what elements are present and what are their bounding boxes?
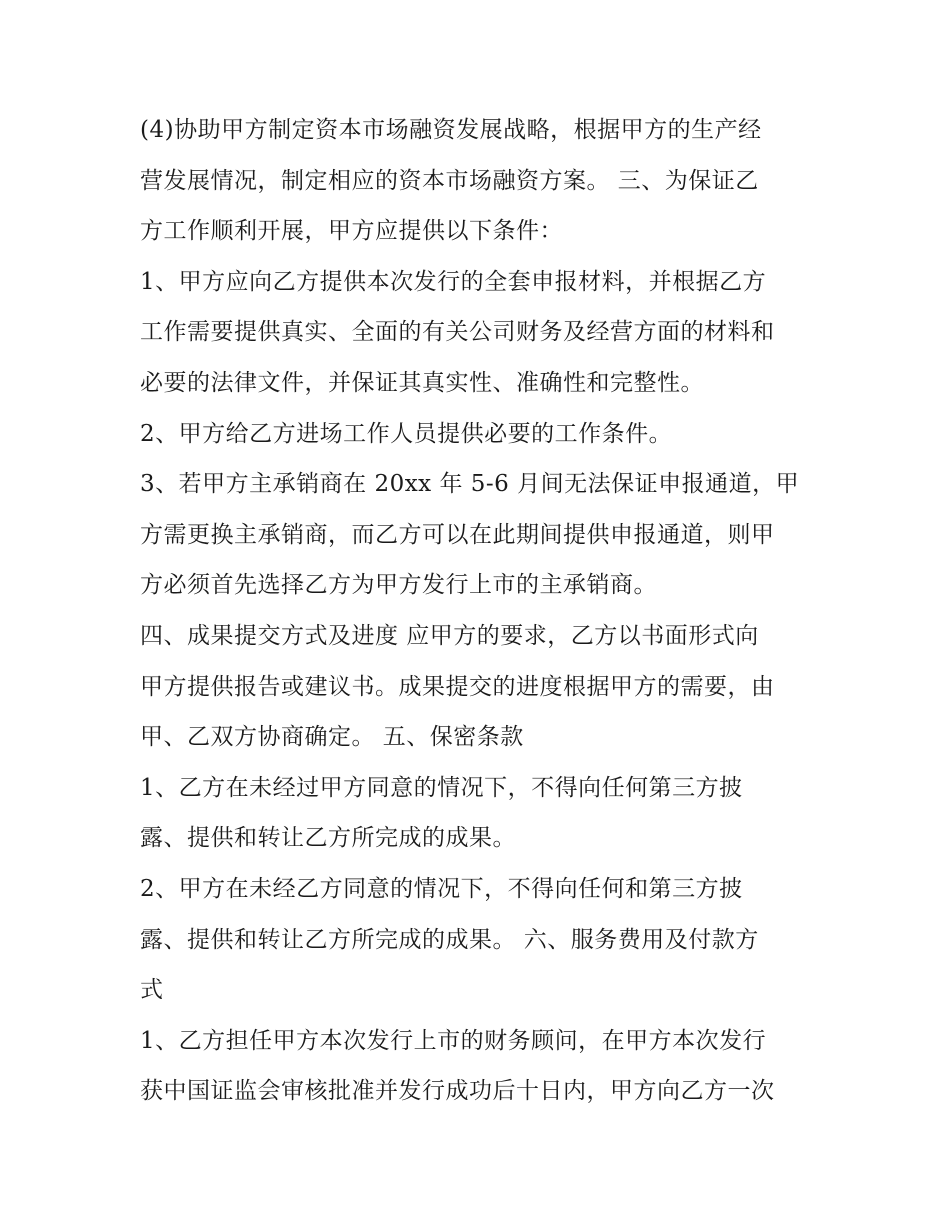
text-line: 方工作顺利开展，甲方应提供以下条件： — [140, 218, 563, 245]
text-line: 工作需要提供真实、全面的有关公司财务及经营方面的材料和 — [140, 319, 775, 346]
text-line: 甲、乙双方协商确定。 五、保密条款 — [140, 724, 524, 751]
text-line: (4)协助甲方制定资本市场融资发展战略，根据甲方的生产经 — [140, 117, 762, 143]
text-line: 露、提供和转让乙方所完成的成果。 — [140, 825, 516, 852]
text-line: 甲方提供报告或建议书。成果提交的进度根据甲方的需要，由 — [140, 673, 775, 700]
text-line: 方必须首先选择乙方为甲方发行上市的主承销商。 — [140, 572, 657, 599]
contract-text — [140, 105, 820, 1117]
text-line: 2、甲方在未经乙方同意的情况下，不得向任何和第三方披 — [140, 875, 743, 902]
text-line: 1、乙方担任甲方本次发行上市的财务顾问，在甲方本次发行 — [140, 1027, 767, 1054]
text-line: 获中国证监会审核批准并发行成功后十日内，甲方向乙方一次 — [140, 1078, 775, 1105]
text-line: 露、提供和转让乙方所完成的成果。 六、服务费用及付款方 — [140, 926, 759, 953]
text-line: 式 — [140, 977, 164, 1004]
text-line: 2、甲方给乙方进场工作人员提供必要的工作条件。 — [140, 420, 673, 447]
text-line: 1、乙方在未经过甲方同意的情况下，不得向任何第三方披 — [140, 774, 743, 801]
text-line: 营发展情况，制定相应的资本市场融资方案。 三、为保证乙 — [140, 167, 759, 194]
text-line: 1、甲方应向乙方提供本次发行的全套申报材料，并根据乙方 — [140, 268, 767, 295]
text-line: 方需更换主承销商，而乙方可以在此期间提供申报通道，则甲 — [140, 521, 775, 548]
text-line: 必要的法律文件，并保证其真实性、准确性和完整性。 — [140, 369, 704, 396]
document-body — [140, 105, 820, 1117]
text-line: 四、成果提交方式及进度 应甲方的要求，乙方以书面形式向 — [140, 622, 759, 649]
text-line: 3、若甲方主承销商在 20xx 年 5-6 月间无法保证申报通道，甲 — [140, 471, 800, 498]
